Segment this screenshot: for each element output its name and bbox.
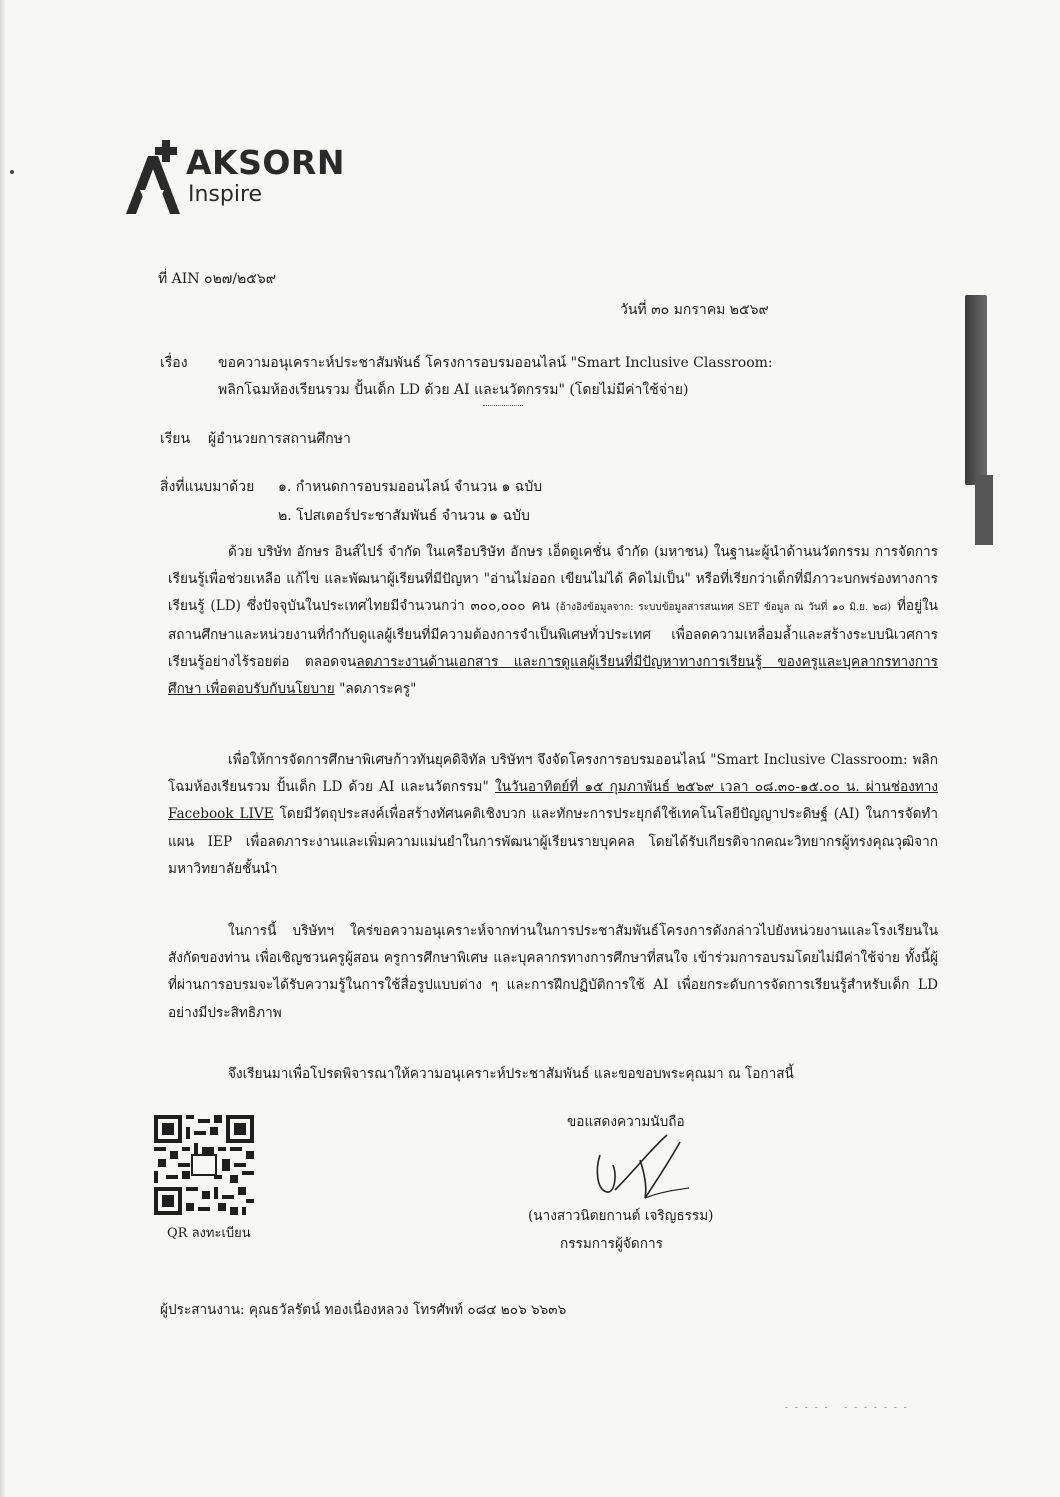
signature-icon — [585, 1130, 695, 1205]
divider — [483, 405, 523, 406]
paragraph-2-underlined: ในวันอาทิตย์ที่ ๑๕ กุมภาพันธ์ ๒๕๖๙ เวลา ๐๘.๓๐-๑๕.๐๐ น. ผ่านช่องทาง Facebook LIVE — [168, 779, 938, 823]
scan-mark — [975, 475, 993, 545]
scan-dot — [10, 170, 14, 174]
qr-label: QR ลงทะเบียน — [167, 1226, 251, 1241]
company-logo — [122, 138, 362, 218]
signatory-name: (นางสาวนิตยกานต์ เจริญธรรม) — [528, 1208, 714, 1224]
aksorn-logo-icon — [122, 138, 184, 216]
logo-subtitle: Inspire — [188, 182, 263, 207]
source-note: (อ้างอิงข้อมูลจาก: ระบบข้อมูลสารสนเทศ SET ข้อมูล ณ วันที่ ๑๐ มิ.ย. ๒๘) — [555, 602, 892, 614]
subject-label: เรื่อง — [160, 355, 188, 371]
paragraph-1-text-b: ที่อยู่ในสถานศึกษาและหน่วยงานที่กำกับดูแลผู้เรียนที่มีความต้องการจำเป็นพิเศษทั่วประเทศ เพื่อลดความเหลื่อมล้ำและสร้างระบบนิเวศการเรียนรู้อย่างไร้รอยต่อ ตลอดจน — [168, 598, 938, 670]
subject-line-2: พลิกโฉมห้องเรียนรวม ปั้นเด็ก LD ด้วย AI และนวัตกรรม" (โดยไม่มีค่าใช้จ่าย) — [218, 382, 689, 398]
enclosure-label: สิ่งที่แนบมาด้วย — [160, 479, 255, 495]
logo-brand: AKSORN — [186, 143, 345, 182]
paragraph-1 — [168, 539, 938, 703]
reference-number: ที่ AIN ๐๒๗/๒๕๖๙ — [158, 271, 277, 287]
respect-line: ขอแสดงความนับถือ — [567, 1114, 685, 1130]
recipient: ผู้อำนวยการสถานศึกษา — [208, 431, 351, 447]
coordinator-contact: ผู้ประสานงาน: คุณธวัลรัตน์ ทองเนื่องหลวง โทรศัพท์ ๐๘๔ ๒๐๖ ๖๖๓๖ — [160, 1302, 567, 1318]
paragraph-2-text: เพื่อให้การจัดการศึกษาพิเศษก้าวทันยุคดิจิทัล บริษัทฯ จึงจัดโครงการอบรมออนไลน์ — [228, 752, 706, 768]
scan-mark — [965, 295, 987, 485]
scan-edge — [0, 0, 6, 1497]
paragraph-1-end: "ลดภาระครู" — [339, 681, 417, 698]
footer-faint-text: - - - - - - - - - - - - — [785, 1403, 909, 1413]
paragraph-3 — [168, 918, 938, 1027]
paragraph-1-underlined: ลดภาระงานด้านเอกสาร และการดูแลผู้เรียนที่มีปัญหาทางการเรียนรู้ ของครูและบุคลากรทางการศึกษา เพื่อตอบรับกับนโยบาย — [168, 653, 938, 698]
paragraph-3-text: ในการนี้ บริษัทฯ ใคร่ขอความอนุเคราะห์จากท่านในการประชาสัมพันธ์โครงการดังกล่าวไปยังหน่วยงานและโรงเรียนในสังกัดของท่าน เพื่อเชิญชวนครูผู้สอน ครูการศึกษาพิเศษ และบุคลากรทางการศึกษาที่สนใจ เข้าร่วมการอบรมโดยไม่มีค่าใช้จ่าย ทั้งนี้ผู้ที่ผ่านการอบรมจะได้รับความรู้ในการใช้สื่อรูปแบบต่าง ๆ และการฝึกปฏิบัติการใช้ AI เพื่อยกระดับการจัดการเรียนรู้สำหรับเด็ก LD อย่างมีประสิทธิภาพ — [168, 923, 938, 1021]
letter-date: วันที่ ๓๐ มกราคม ๒๕๖๙ — [620, 302, 769, 318]
paragraph-1-text: ด้วย บริษัท อักษร อินส์ไปร์ จำกัด ในเครือบริษัท อักษร เอ็ดดูเคชั่น จำกัด (มหาชน) ในฐานะผู้นำด้านนวัตกรรม การจัดการเรียนรู้เพื่อช่วยเหลือ แก้ไข และพัฒนาผู้เรียนที่มีปัญหา "อ่านไม่ออก เขียนไม่ได้ คิดไม่เป็น" หรือที่เรียกว่าเด็กที่มีภาวะบกพร่องทางการเรียนรู้ (LD) ซึ่งปัจจุบันในประเทศไทยมีจำนวนกว่า ๓๐๐,๐๐๐ คน — [168, 544, 938, 615]
to-label: เรียน — [160, 431, 191, 447]
signatory-position: กรรมการผู้จัดการ — [560, 1236, 663, 1252]
enclosure-item-2: ๒. โปสเตอร์ประชาสัมพันธ์ จำนวน ๑ ฉบับ — [278, 508, 530, 524]
paragraph-2 — [168, 747, 938, 883]
subject-line-1: ขอความอนุเคราะห์ประชาสัมพันธ์ โครงการอบรมออนไลน์ "Smart Inclusive Classroom: — [218, 355, 773, 371]
closing-line: จึงเรียนมาเพื่อโปรดพิจารณาให้ความอนุเคราะห์ประชาสัมพันธ์ และขอขอบพระคุณมา ณ โอกาสนี้ — [228, 1066, 794, 1082]
paragraph-2-title: "Smart Inclusive Classroom: พลิกโฉมห้องเรียนรวม ปั้นเด็ก LD ด้วย AI และนวัตกรรม" — [168, 752, 938, 796]
qr-code-icon — [154, 1115, 254, 1215]
paragraph-2-text-c: โดยมีวัตถุประสงค์เพื่อสร้างทัศนคติเชิงบวก และทักษะการประยุกต์ใช้เทคโนโลยีปัญญาประดิษฐ์ (AI) ในการจัดทำแผน IEP เพื่อลดภาระงานและเพิ่มความแม่นยำในการพัฒนาผู้เรียนรายบุคคล โดยได้รับเกียรติจากคณะวิทยากรผู้ทรงคุณวุฒิจากมหาวิทยาลัยชั้นนำ — [168, 806, 938, 877]
enclosure-item-1: ๑. กำหนดการอบรมออนไลน์ จำนวน ๑ ฉบับ — [278, 479, 543, 495]
